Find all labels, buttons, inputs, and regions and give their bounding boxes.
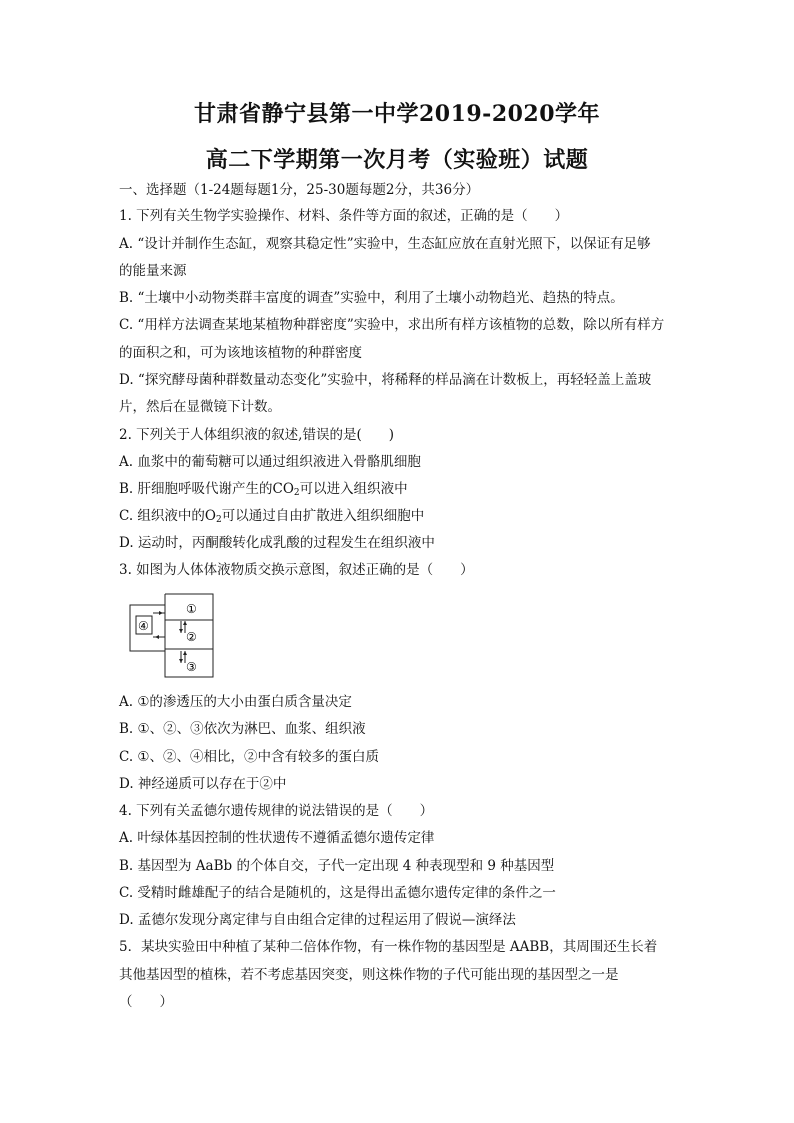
exam-title-line1: 甘肃省静宁县第一中学2019-2020学年 bbox=[193, 101, 601, 127]
q1-option-c-cont: 的面积之和，可为该地该植物的种群密度 bbox=[119, 345, 362, 361]
q2-option-a: A. 血浆中的葡萄糖可以通过组织液进入骨骼肌细胞 bbox=[119, 454, 421, 470]
q2-option-b: B. 肝细胞呼吸代谢产生的$CO_2$可以进入组织液中 bbox=[119, 481, 408, 498]
q4-option-c: C. 受精时雌雄配子的结合是随机的，这是得出孟德尔遗传定律的条件之一 bbox=[119, 885, 556, 901]
q3-option-d: D. 神经递质可以存在于②中 bbox=[119, 776, 287, 792]
q2-stem: 2. 下列关于人体组织液的叙述,错误的是( ) bbox=[119, 427, 394, 443]
diagram-label-1: ① bbox=[186, 602, 197, 616]
q2-option-d: D. 运动时，丙酮酸转化成乳酸的过程发生在组织液中 bbox=[119, 535, 435, 551]
q3-option-b: B. ①、②、③依次为淋巴、血浆、组织液 bbox=[119, 721, 366, 737]
q5-stem-cont: 其他基因型的植株，若不考虑基因突变，则这株作物的子代可能出现的基因型之一是 bbox=[119, 967, 619, 983]
diagram-label-3: ③ bbox=[186, 660, 197, 674]
q4-option-a: A. 叶绿体基因控制的性状遗传不遵循孟德尔遗传定律 bbox=[119, 830, 435, 846]
q2-option-c: C. 组织液中的$O_2$可以通过自由扩散进入组织细胞中 bbox=[119, 508, 425, 525]
q4-option-d: D. 孟德尔发现分离定律与自由组合定律的过程运用了假说—演绎法 bbox=[119, 912, 516, 928]
diagram-label-2: ② bbox=[186, 630, 197, 644]
q3-stem: 3. 如图为人体体液物质交换示意图，叙述正确的是（ ） bbox=[119, 562, 474, 578]
q1-option-b: B. “土壤中小动物类群丰富度的调查”实验中，利用了土壤小动物趋光、趋热的特点。 bbox=[119, 290, 624, 306]
q1-option-d: D. “探究酵母菌种群数量动态变化”实验中，将稀释的样品滴在计数板上，再轻轻盖上盖玻 bbox=[119, 372, 652, 388]
q1-stem: 1. 下列有关生物学实验操作、材料、条件等方面的叙述，正确的是（ ） bbox=[119, 208, 569, 224]
q5-stem: 5．某块实验田中种植了某种二倍体作物，有一株作物的基因型是 AABB，其周围还生长着 bbox=[119, 939, 658, 955]
q3-option-c: C. ①、②、④相比，②中含有较多的蛋白质 bbox=[119, 749, 380, 765]
q5-answer-blank: （ ） bbox=[119, 994, 173, 1010]
q4-stem: 4. 下列有关孟德尔遗传规律的说法错误的是（ ） bbox=[119, 803, 434, 819]
body-fluid-exchange-diagram bbox=[129, 593, 215, 679]
q3-option-a: A. ①的渗透压的大小由蛋白质含量决定 bbox=[119, 694, 352, 710]
diagram-label-4: ④ bbox=[138, 619, 149, 633]
q1-option-c: C. “用样方法调查某地某植物种群密度”实验中，求出所有样方该植物的总数，除以所有样方 bbox=[119, 317, 665, 333]
section-heading: 一、选择题（1-24题每题1分，25-30题每题2分，共36分） bbox=[119, 182, 480, 198]
q1-option-a: A. “设计并制作生态缸，观察其稳定性”实验中，生态缸应放在直射光照下，以保证有足够 bbox=[119, 236, 651, 252]
exam-title-line2: 高二下学期第一次月考（实验班）试题 bbox=[205, 147, 589, 173]
q1-option-a-cont: 的能量来源 bbox=[119, 263, 187, 279]
q4-option-b: B. 基因型为 AaBb 的个体自交，子代一定出现 4 种表现型和 9 种基因型 bbox=[119, 858, 555, 874]
q1-option-d-cont: 片，然后在显微镜下计数。 bbox=[119, 399, 281, 415]
